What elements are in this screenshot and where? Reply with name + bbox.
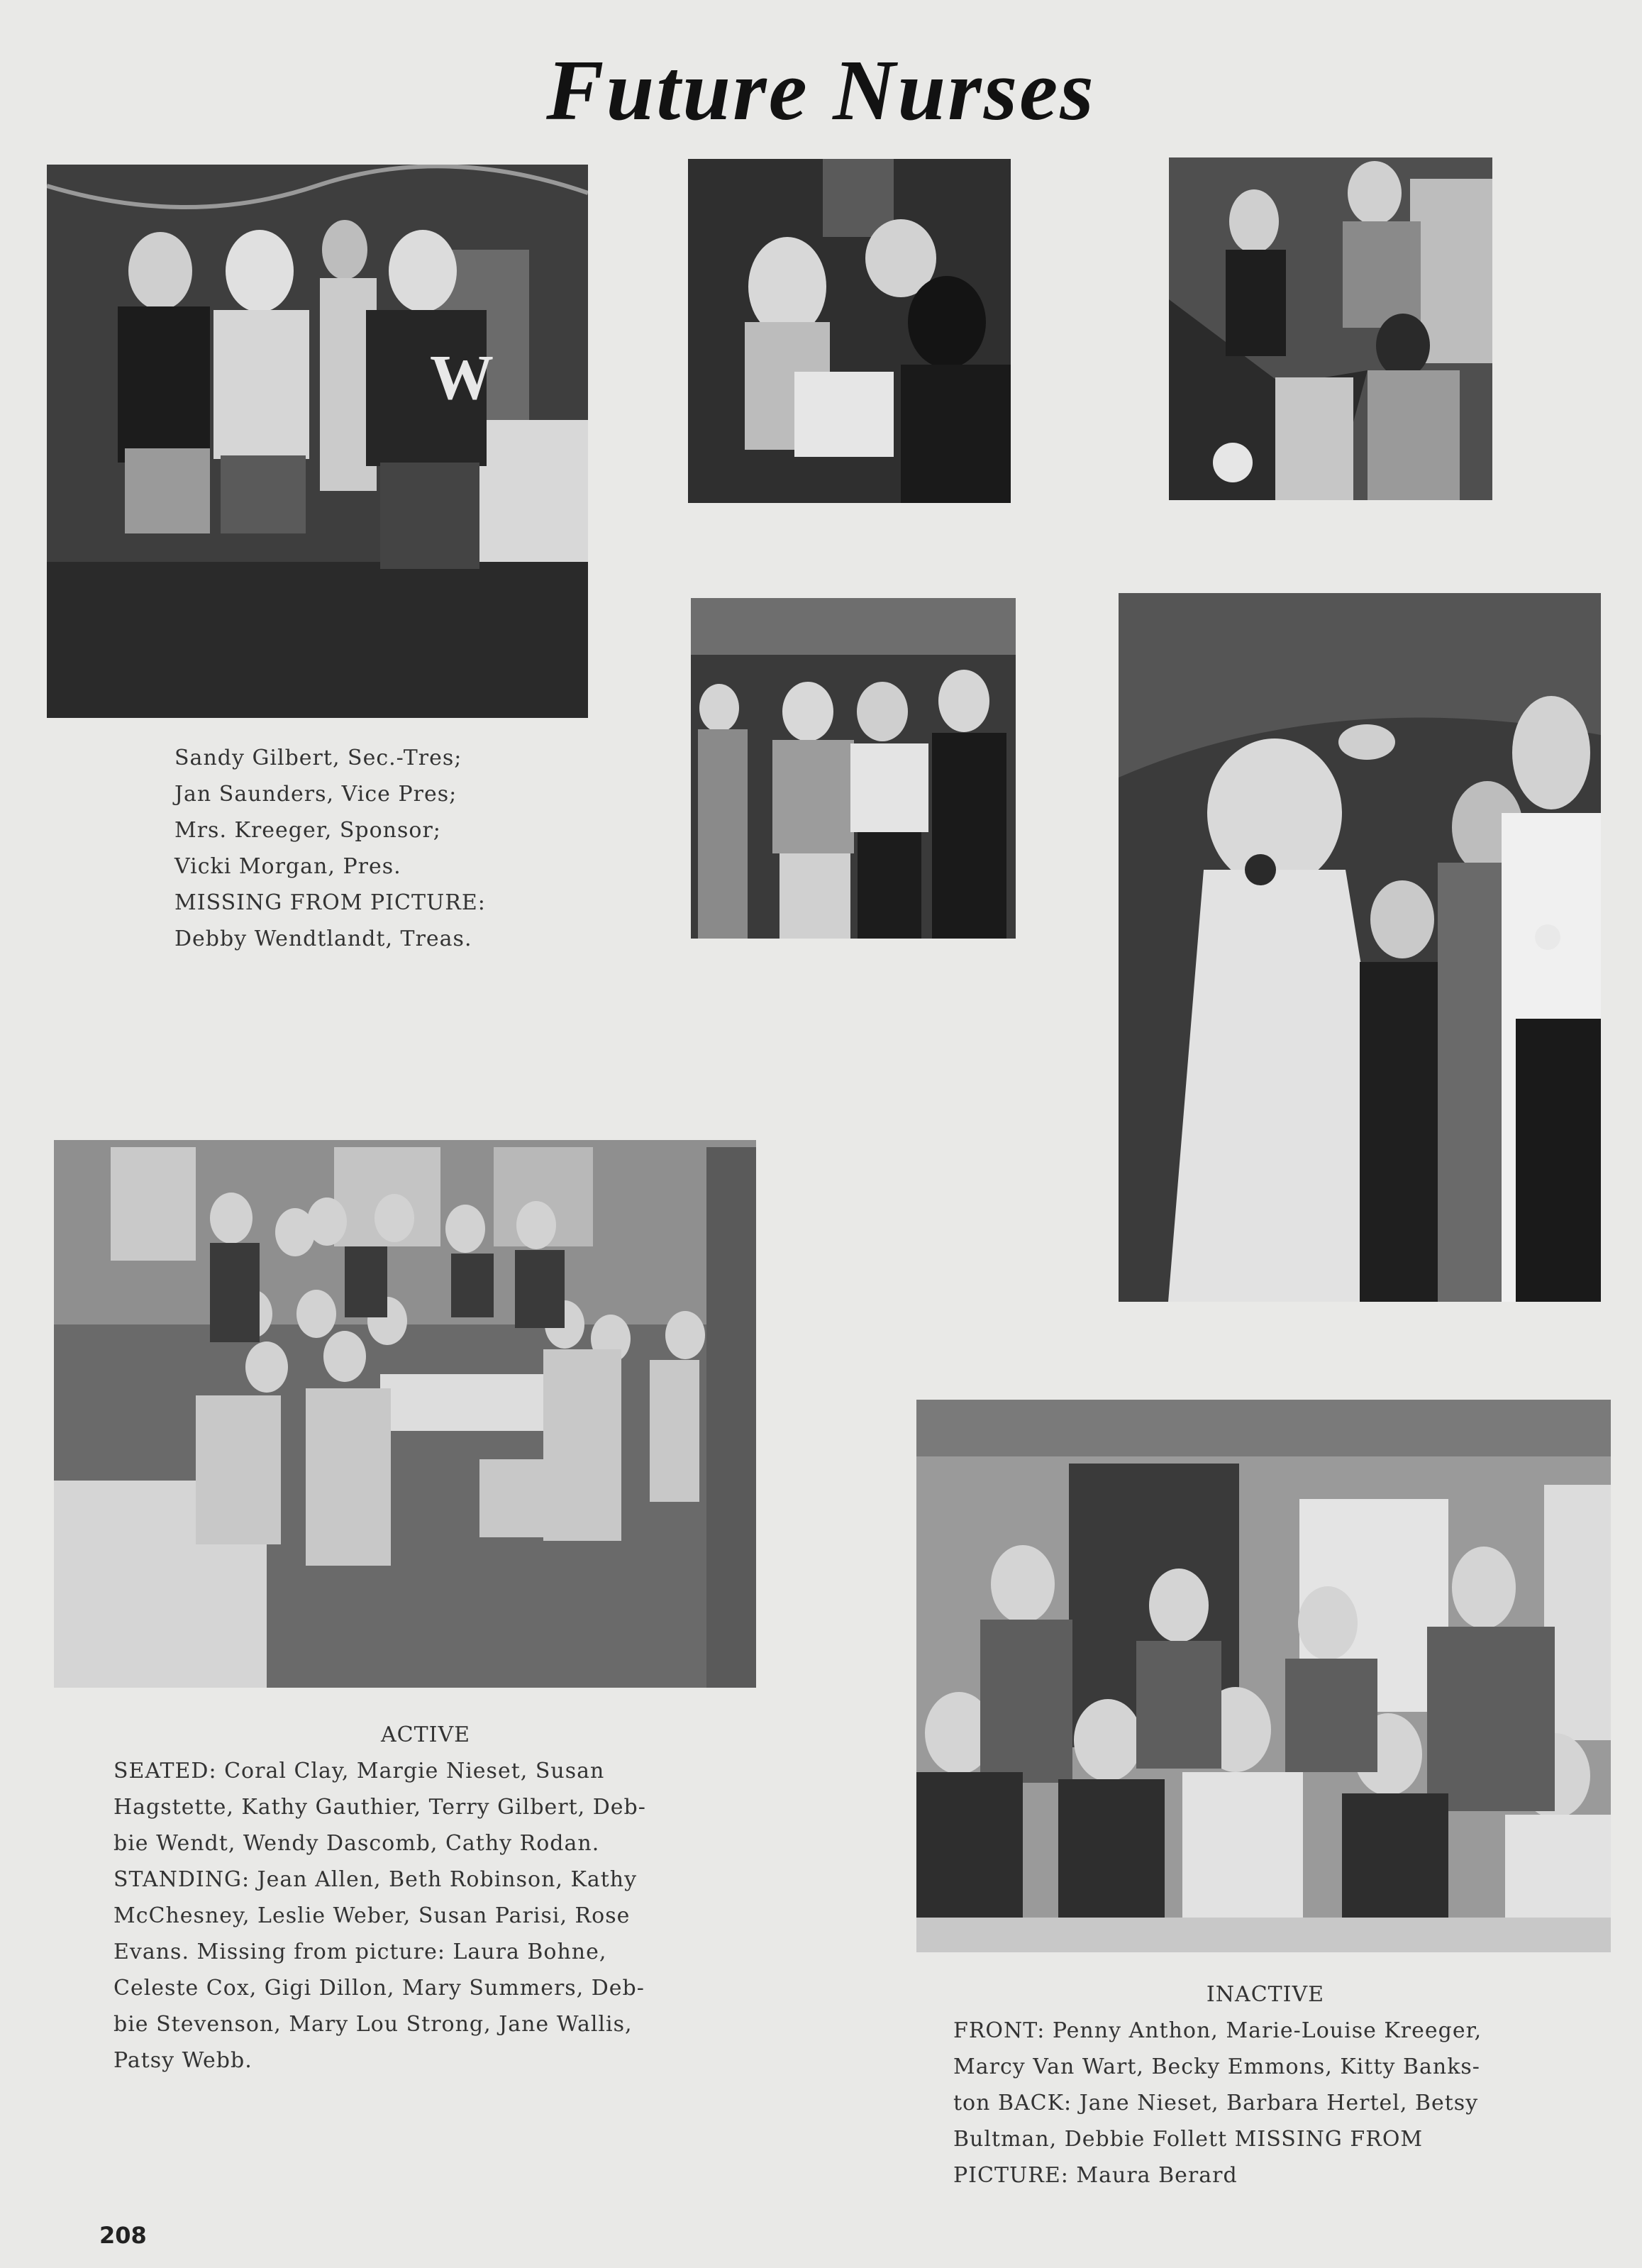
page-title: Future Nurses xyxy=(546,43,1096,138)
caption-line: PICTURE: Maura Berard xyxy=(953,2163,1238,2188)
santa-photo xyxy=(688,159,1011,503)
apple-game-large-photo xyxy=(1119,593,1601,1302)
caption-line: SEATED: Coral Clay, Margie Nieset, Susan xyxy=(113,1759,605,1783)
active-caption xyxy=(113,1717,738,2079)
officers-caption xyxy=(174,740,486,957)
inactive-heading: INACTIVE xyxy=(1206,1982,1325,2007)
svg-text:W: W xyxy=(430,343,494,413)
caption-line: Patsy Webb. xyxy=(113,2048,253,2073)
caption-line: Evans. Missing from picture: Laura Bohne, xyxy=(113,1940,607,1964)
caption-line: bie Stevenson, Mary Lou Strong, Jane Wallis, xyxy=(113,2012,633,2037)
active-heading: ACTIVE xyxy=(380,1722,471,1747)
caption-line: Jan Saunders, Vice Pres; xyxy=(174,782,457,807)
caption-line: McChesney, Leslie Weber, Susan Parisi, Rose xyxy=(113,1903,631,1928)
apple-game-small-photo xyxy=(691,598,1016,939)
caption-line: Hagstette, Kathy Gauthier, Terry Gilbert, Deb- xyxy=(113,1795,646,1820)
caption-line: FRONT: Penny Anthon, Marie-Louise Kreeger, xyxy=(953,2018,1482,2043)
caption-line: bie Wendt, Wendy Dascomb, Cathy Rodan. xyxy=(113,1831,600,1856)
active-members-photo xyxy=(54,1140,756,1688)
caption-line: Bultman, Debbie Follett MISSING FROM xyxy=(953,2127,1424,2152)
caption-line: STANDING: Jean Allen, Beth Robinson, Kathy xyxy=(113,1867,638,1892)
caption-line: Mrs. Kreeger, Sponsor; xyxy=(174,818,441,843)
caption-line: Debby Wendtlandt, Treas. xyxy=(174,926,472,951)
caption-line: Celeste Cox, Gigi Dillon, Mary Summers, Deb- xyxy=(113,1976,645,2001)
caption-line: Sandy Gilbert, Sec.-Tres; xyxy=(174,746,462,770)
caption-line: Marcy Van Wart, Becky Emmons, Kitty Banks- xyxy=(953,2054,1480,2079)
christmas-tree-photo xyxy=(1169,157,1492,500)
caption-line: ton BACK: Jane Nieset, Barbara Hertel, Betsy xyxy=(953,2091,1479,2115)
caption-line: MISSING FROM PICTURE: xyxy=(174,890,486,915)
officers-photo xyxy=(47,165,588,718)
inactive-caption xyxy=(953,1976,1577,2194)
caption-line: Vicki Morgan, Pres. xyxy=(174,854,401,879)
inactive-members-photo xyxy=(916,1400,1611,1952)
page-number: 208 xyxy=(99,2222,147,2249)
